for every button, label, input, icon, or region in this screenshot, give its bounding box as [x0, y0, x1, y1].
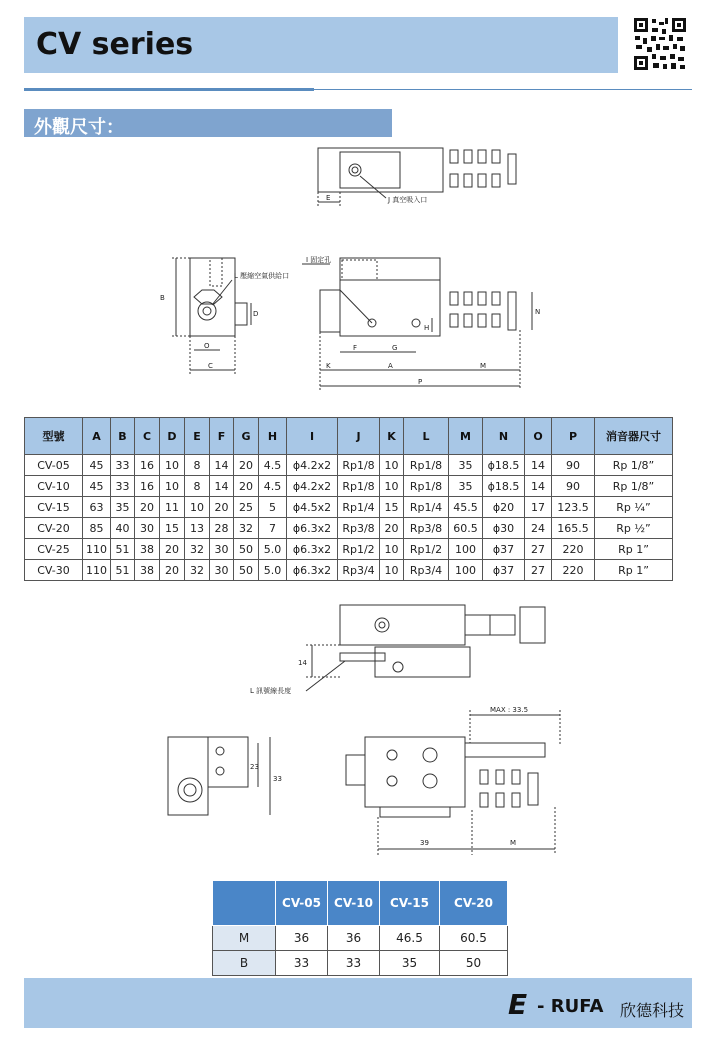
table-cell: 10 [185, 497, 210, 518]
column-header: O [525, 418, 552, 455]
label-K: K [326, 362, 331, 370]
table-cell: 35 [449, 476, 483, 497]
table-cell: CV-20 [25, 518, 83, 539]
table-cell: 33 [111, 476, 135, 497]
table-cell: 7 [259, 518, 287, 539]
table-cell: Rp 1” [595, 539, 673, 560]
front-muffler [450, 292, 516, 330]
column-header: K [380, 418, 404, 455]
brand-logo-text: - RUFA [537, 996, 604, 1017]
column-header [213, 881, 276, 926]
table-cell: 10 [380, 560, 404, 581]
table-cell: 100 [449, 539, 483, 560]
table-cell: Rp3/4 [338, 560, 380, 581]
table-cell: Rp 1/8” [595, 476, 673, 497]
table-cell: 10 [160, 476, 185, 497]
table-cell: 28 [210, 518, 234, 539]
table-cell: 5 [259, 497, 287, 518]
table-cell: 90 [552, 455, 595, 476]
table-cell: ϕ6.3x2 [287, 560, 338, 581]
table-cell: 4.5 [259, 455, 287, 476]
label-N: N [535, 308, 541, 316]
table-cell: Rp 1” [595, 560, 673, 581]
table-cell: 45 [83, 455, 111, 476]
table-cell: 14 [210, 476, 234, 497]
table-cell: Rp3/4 [404, 560, 449, 581]
label-max: MAX : 33.5 [490, 706, 529, 714]
column-header: G [234, 418, 259, 455]
table-cell: 30 [210, 539, 234, 560]
table-cell: 20 [135, 497, 160, 518]
table-cell: 40 [111, 518, 135, 539]
column-header: C [135, 418, 160, 455]
table-cell: CV-05 [25, 455, 83, 476]
table-cell: Rp1/8 [338, 476, 380, 497]
sensor-front-body [365, 737, 465, 807]
table-cell: ϕ4.5x2 [287, 497, 338, 518]
table-row [25, 476, 673, 497]
table-cell: Rp1/8 [404, 455, 449, 476]
column-header: I [287, 418, 338, 455]
table-cell: Rp3/8 [338, 518, 380, 539]
table-cell: 33 [328, 951, 380, 976]
table-cell: 60.5 [440, 926, 508, 951]
table-cell: 35 [449, 455, 483, 476]
table-cell: Rp1/4 [338, 497, 380, 518]
table-cell: Rp1/8 [338, 455, 380, 476]
column-header: P [552, 418, 595, 455]
table-cell: 13 [185, 518, 210, 539]
label-I: I 固定孔 [306, 256, 332, 264]
table-cell: 20 [160, 560, 185, 581]
table-cell: 10 [160, 455, 185, 476]
table-cell: 220 [552, 539, 595, 560]
table-cell: 11 [160, 497, 185, 518]
qr-code-icon [632, 16, 688, 72]
label-J: J 真空吸入口 [388, 196, 428, 204]
table-cell: 51 [111, 560, 135, 581]
table-cell: 63 [83, 497, 111, 518]
column-header: B [111, 418, 135, 455]
table-cell: 5.0 [259, 560, 287, 581]
label-L: L 壓縮空氣供給口 [234, 272, 290, 280]
table-cell: ϕ6.3x2 [287, 518, 338, 539]
table-row [25, 518, 673, 539]
table-row [25, 560, 673, 581]
table-cell: 50 [440, 951, 508, 976]
column-header: F [210, 418, 234, 455]
top-muffler [450, 150, 516, 187]
table-cell: 110 [83, 560, 111, 581]
table-cell: Rp1/8 [404, 476, 449, 497]
dimensions-table [24, 417, 673, 581]
table-cell: 20 [234, 455, 259, 476]
table-cell: ϕ6.3x2 [287, 539, 338, 560]
side-view-body [190, 258, 235, 336]
table-cell: 16 [135, 455, 160, 476]
sensor-dimensions-table [212, 880, 508, 976]
table-cell: Rp1/2 [338, 539, 380, 560]
table-cell: 35 [380, 951, 440, 976]
column-header: J [338, 418, 380, 455]
table-cell: 38 [135, 560, 160, 581]
label-M-sensor: M [510, 839, 517, 847]
label-D: D [253, 310, 259, 318]
table-cell: 30 [210, 560, 234, 581]
table-cell: 32 [185, 560, 210, 581]
top-view-body [318, 148, 443, 192]
table-cell: 15 [380, 497, 404, 518]
table-cell: Rp1/2 [404, 539, 449, 560]
table-cell: 36 [276, 926, 328, 951]
table-cell: ϕ4.2x2 [287, 476, 338, 497]
table-cell: 20 [210, 497, 234, 518]
table-cell: 27 [525, 560, 552, 581]
table-cell: ϕ30 [483, 518, 525, 539]
table-cell: 14 [525, 476, 552, 497]
label-39: 39 [420, 839, 429, 847]
table-cell: ϕ20 [483, 497, 525, 518]
column-header: M [449, 418, 483, 455]
table-cell: 30 [135, 518, 160, 539]
table-cell: ϕ18.5 [483, 455, 525, 476]
row-label: M [213, 926, 276, 951]
table-cell: 20 [234, 476, 259, 497]
table-cell: 4.5 [259, 476, 287, 497]
table-cell: CV-15 [25, 497, 83, 518]
table-cell: 50 [234, 539, 259, 560]
page-title: CV series [36, 27, 194, 62]
column-header: A [83, 418, 111, 455]
table-cell: 8 [185, 476, 210, 497]
label-A: A [388, 362, 393, 370]
column-header: N [483, 418, 525, 455]
brand-logo-mark: E [508, 988, 528, 1021]
table-row [25, 497, 673, 518]
row-label: B [213, 951, 276, 976]
table-cell: 60.5 [449, 518, 483, 539]
table-cell: ϕ4.2x2 [287, 455, 338, 476]
table-cell: 8 [185, 455, 210, 476]
sensor-top-body [340, 605, 465, 645]
table-cell: 90 [552, 476, 595, 497]
table-cell: ϕ18.5 [483, 476, 525, 497]
table-cell: 85 [83, 518, 111, 539]
table-cell: 24 [525, 518, 552, 539]
table-cell: 10 [380, 476, 404, 497]
label-B: B [160, 294, 165, 302]
dimension-drawing-top [150, 140, 550, 400]
label-14: 14 [298, 659, 307, 667]
table-cell: 14 [210, 455, 234, 476]
table-cell: CV-25 [25, 539, 83, 560]
dimensions-header-row [25, 418, 673, 455]
table-cell: 20 [160, 539, 185, 560]
section-title: 外觀尺寸： [34, 117, 124, 138]
table-cell: Rp1/4 [404, 497, 449, 518]
label-23: 23 [250, 763, 259, 771]
table-cell: 45 [83, 476, 111, 497]
label-L-signal: L 訊號線長度 [250, 687, 292, 695]
table-cell: 33 [111, 455, 135, 476]
column-header: CV-05 [276, 881, 328, 926]
column-header: CV-15 [380, 881, 440, 926]
table-cell: Rp 1/8” [595, 455, 673, 476]
column-header: L [404, 418, 449, 455]
table-cell: Rp3/8 [404, 518, 449, 539]
label-F: F [353, 344, 358, 352]
table-cell: 46.5 [380, 926, 440, 951]
table-cell: 100 [449, 560, 483, 581]
table-cell: 17 [525, 497, 552, 518]
table-cell: ϕ37 [483, 560, 525, 581]
table-cell: 45.5 [449, 497, 483, 518]
table-cell: 33 [276, 951, 328, 976]
table-cell: CV-30 [25, 560, 83, 581]
table-cell: 123.5 [552, 497, 595, 518]
table-cell: 110 [83, 539, 111, 560]
label-H: H [424, 324, 430, 332]
column-header: E [185, 418, 210, 455]
table-cell: 36 [328, 926, 380, 951]
column-header: CV-20 [440, 881, 508, 926]
table-cell: 38 [135, 539, 160, 560]
table-cell: 14 [525, 455, 552, 476]
table-cell: 27 [525, 539, 552, 560]
sensor-header-row [213, 881, 508, 926]
label-G: G [392, 344, 398, 352]
header-divider-accent [24, 88, 314, 91]
column-header: 消音器尺寸 [595, 418, 673, 455]
label-P: P [418, 378, 423, 386]
label-E: E [326, 194, 331, 202]
table-cell: 51 [111, 539, 135, 560]
table-cell: Rp ¼” [595, 497, 673, 518]
label-C: C [208, 362, 213, 370]
table-row [25, 539, 673, 560]
table-row [213, 926, 508, 951]
table-cell: Rp ½” [595, 518, 673, 539]
table-row [25, 455, 673, 476]
table-cell: 32 [234, 518, 259, 539]
label-M: M [480, 362, 487, 370]
table-cell: 20 [380, 518, 404, 539]
dimension-drawing-bottom [150, 595, 580, 870]
table-cell: 10 [380, 539, 404, 560]
table-cell: 25 [234, 497, 259, 518]
table-cell: 15 [160, 518, 185, 539]
column-header: H [259, 418, 287, 455]
sensor-side-body [168, 737, 208, 815]
column-header: CV-10 [328, 881, 380, 926]
sensor-muffler [480, 770, 538, 807]
table-cell: CV-10 [25, 476, 83, 497]
table-row [213, 951, 508, 976]
table-cell: 35 [111, 497, 135, 518]
label-33: 33 [273, 775, 282, 783]
table-cell: 165.5 [552, 518, 595, 539]
table-cell: 16 [135, 476, 160, 497]
brand-company-name: 欣德科技 [620, 1001, 685, 1020]
table-cell: ϕ37 [483, 539, 525, 560]
table-cell: 10 [380, 455, 404, 476]
table-cell: 32 [185, 539, 210, 560]
table-cell: 220 [552, 560, 595, 581]
label-O: O [204, 342, 210, 350]
table-cell: 50 [234, 560, 259, 581]
column-header: D [160, 418, 185, 455]
column-header: 型號 [25, 418, 83, 455]
table-cell: 5.0 [259, 539, 287, 560]
